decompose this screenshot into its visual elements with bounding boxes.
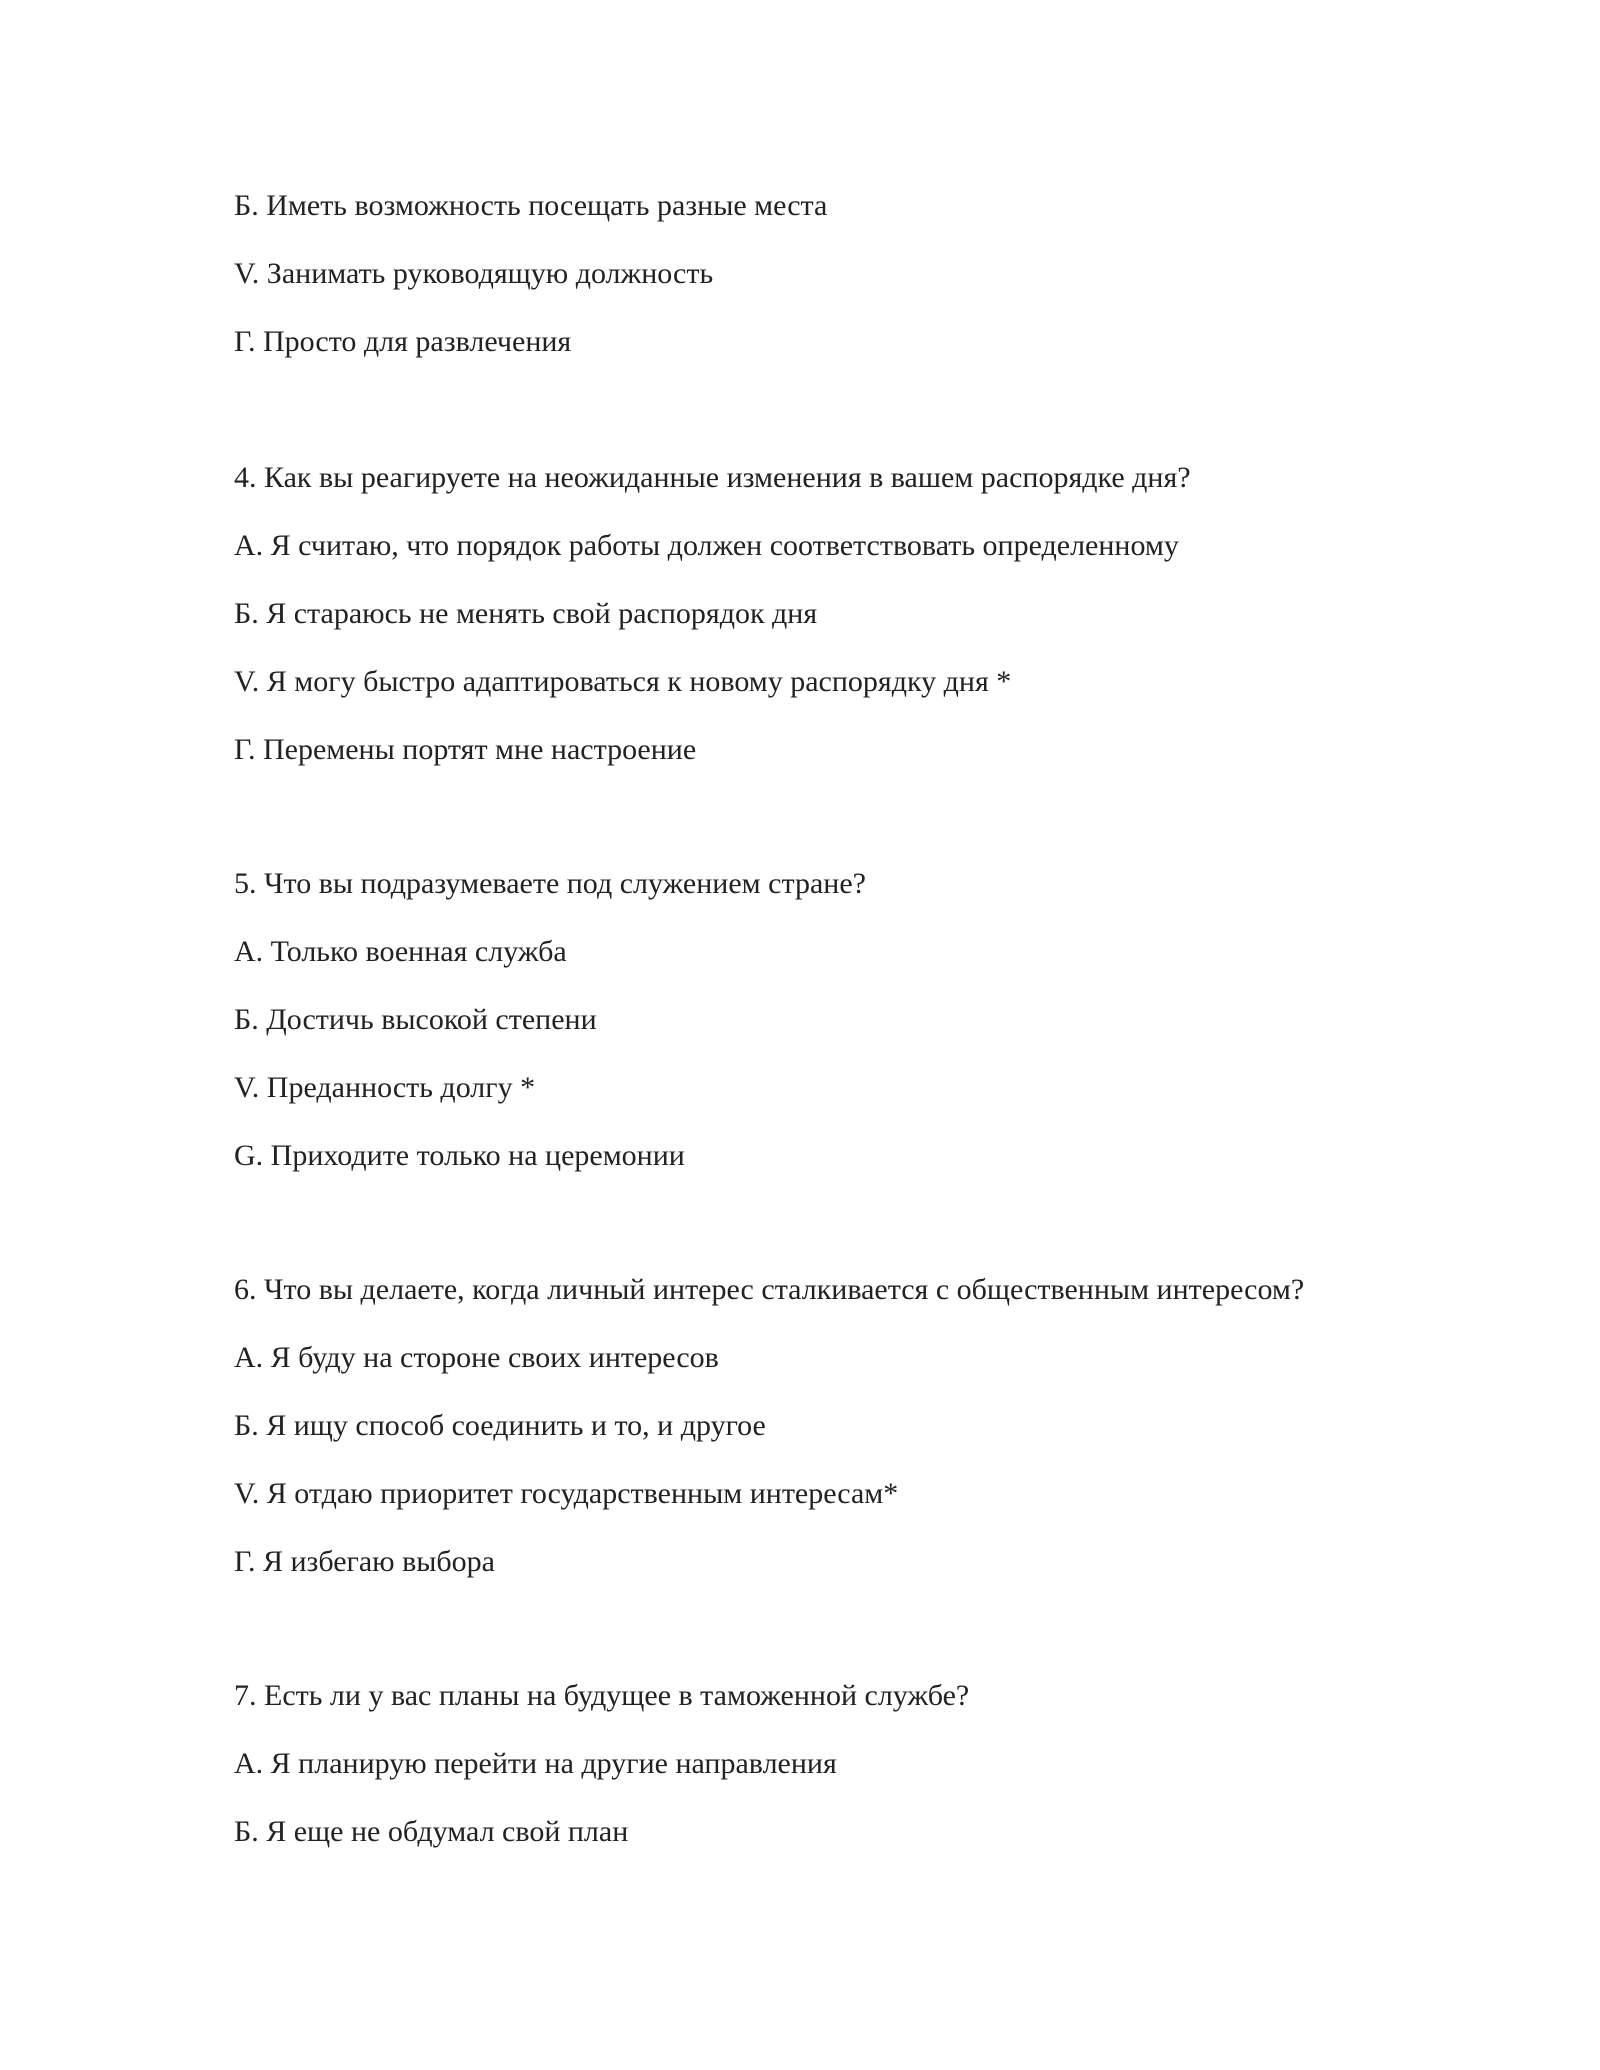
question-5 [234, 850, 1434, 1190]
question-3-options [234, 172, 1434, 376]
option-a: А. Только военная служба [234, 935, 567, 968]
question-text: 6. Что вы делаете, когда личный интерес сталкивается с общественным интересом? [234, 1273, 1305, 1306]
option-a: А. Я считаю, что порядок работы должен соответствовать определенному [234, 529, 1179, 562]
option-g: G. Приходите только на церемонии [234, 1139, 685, 1172]
option-b: Б. Я стараюсь не менять свой распорядок дня [234, 597, 818, 630]
option-g: Г. Я избегаю выбора [234, 1545, 495, 1578]
option-v: V. Я могу быстро адаптироваться к новому распорядку дня * [234, 665, 1012, 698]
option-v: V. Я отдаю приоритет государственным интересам* [234, 1477, 899, 1510]
option-g: Г. Перемены портят мне настроение [234, 733, 697, 766]
question-text: 4. Как вы реагируете на неожиданные изменения в вашем распорядке дня? [234, 461, 1191, 494]
question-text: 5. Что вы подразумеваете под служением стране? [234, 867, 866, 900]
option-a: А. Я планирую перейти на другие направления [234, 1747, 837, 1780]
option-b: Б. Я ищу способ соединить и то, и другое [234, 1409, 766, 1442]
option-v: V. Преданность долгу * [234, 1071, 536, 1104]
option-v: V. Занимать руководящую должность [234, 257, 714, 290]
question-4 [234, 444, 1434, 784]
option-a: А. Я буду на стороне своих интересов [234, 1341, 719, 1374]
question-6 [234, 1256, 1434, 1596]
question-text: 7. Есть ли у вас планы на будущее в таможенной службе? [234, 1679, 970, 1712]
question-7 [234, 1662, 1434, 1866]
option-b: Б. Я еще не обдумал свой план [234, 1815, 629, 1848]
option-g: Г. Просто для развлечения [234, 325, 572, 358]
option-b: Б. Иметь возможность посещать разные места [234, 189, 828, 222]
option-b: Б. Достичь высокой степени [234, 1003, 597, 1036]
